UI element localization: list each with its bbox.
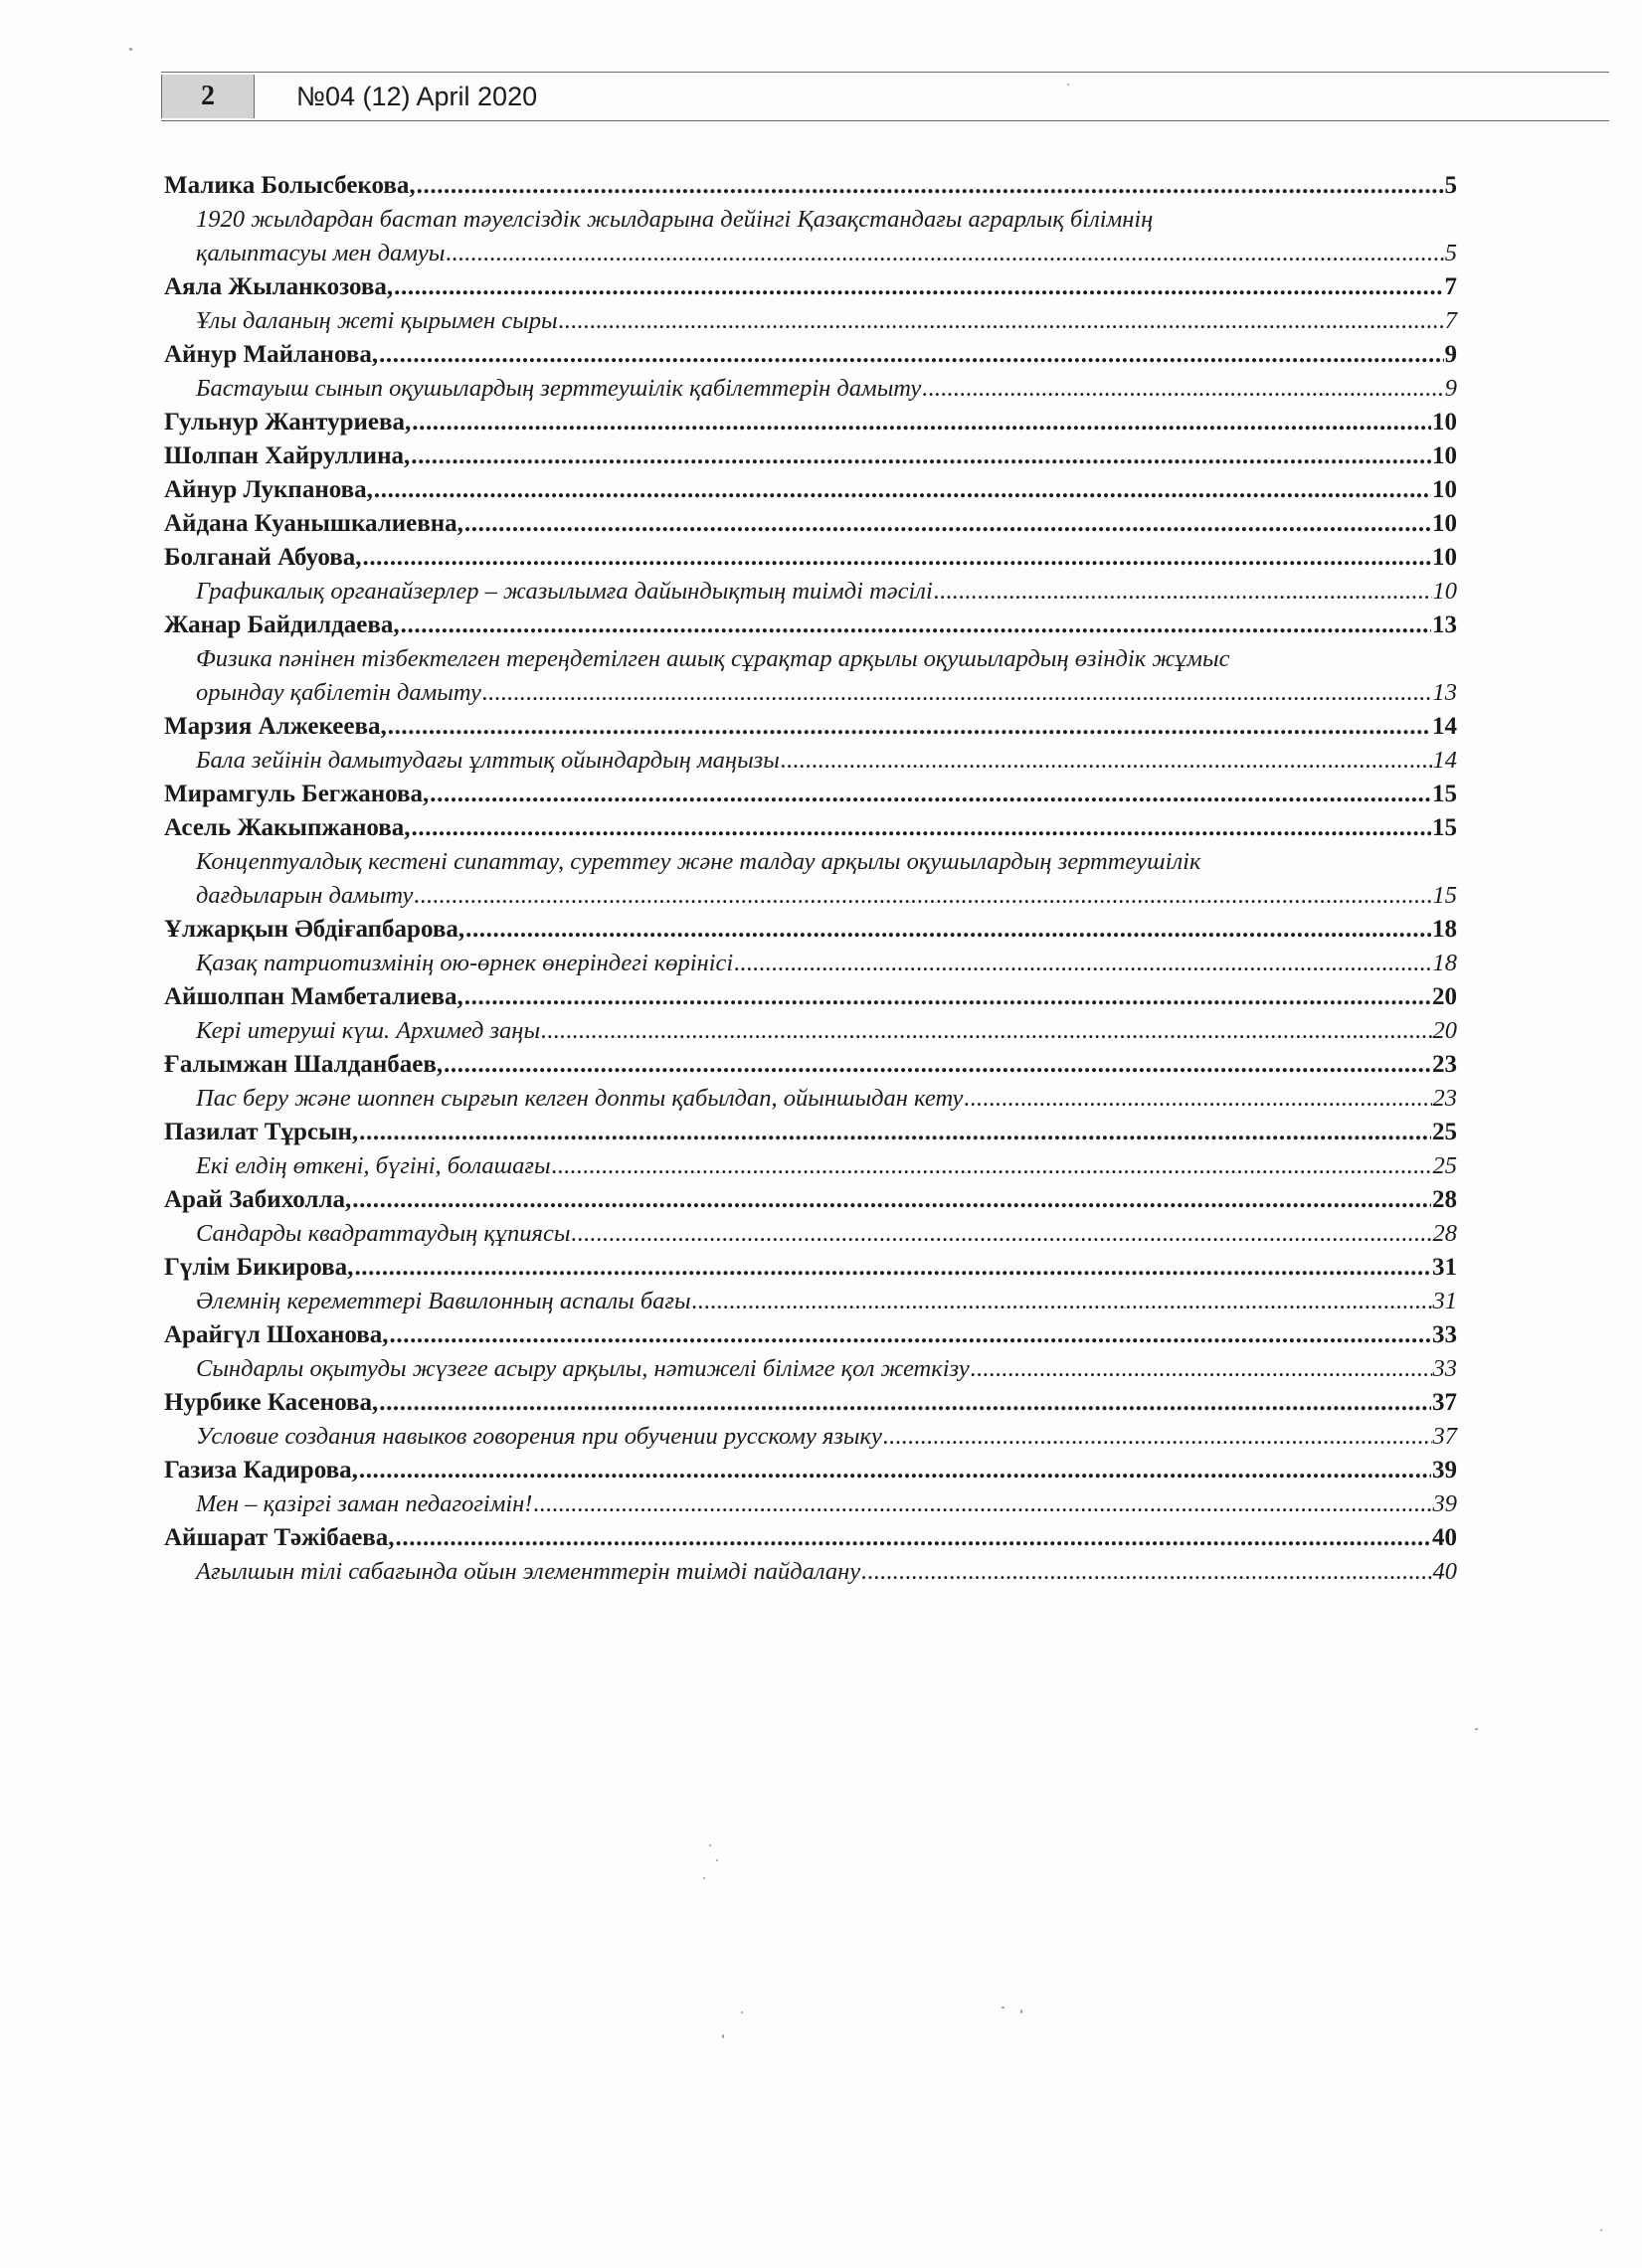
title-page: 39 <box>1432 1490 1457 1517</box>
toc-author-line <box>164 713 1457 747</box>
title-page: 23 <box>1432 1085 1457 1112</box>
article-title: Условие создания навыков говорения при обучении русскому языку <box>196 1423 882 1450</box>
author-name: Айнур Майланова, <box>164 341 379 368</box>
dot-leader <box>396 1524 1431 1552</box>
toc-title-line <box>164 578 1457 611</box>
author-name: Ғалымжан Шалданбаев, <box>164 1051 444 1078</box>
author-name: Гүлім Бикирова, <box>164 1254 354 1281</box>
author-name: Газиза Кадирова, <box>164 1457 358 1483</box>
article-title: Қазақ патриотизмінің ою-өрнек өнеріндегі көрінісі <box>196 950 734 976</box>
author-page: 25 <box>1432 1119 1457 1145</box>
dot-leader <box>401 611 1431 639</box>
author-page: 14 <box>1432 713 1457 740</box>
dot-leader <box>388 713 1431 741</box>
author-name: Ұлжарқын Әбдіғапбарова, <box>164 916 465 943</box>
dot-leader <box>444 1051 1431 1079</box>
toc-title-line <box>164 1558 1457 1592</box>
title-page: 5 <box>1444 240 1457 266</box>
toc-title-line <box>164 1017 1457 1051</box>
author-page: 9 <box>1444 341 1457 368</box>
toc-author-line <box>164 1389 1457 1423</box>
author-name: Арай Забихолла, <box>164 1186 352 1213</box>
toc-author-line <box>164 273 1457 307</box>
dot-leader <box>734 950 1431 977</box>
toc-author-line <box>164 341 1457 375</box>
author-page: 7 <box>1444 273 1457 300</box>
author-page: 18 <box>1432 916 1457 943</box>
dot-leader <box>861 1558 1431 1586</box>
title-page: 7 <box>1444 307 1457 334</box>
article-title: Әлемнің кереметтері Вавилонның аспалы бағы <box>196 1288 691 1314</box>
title-page: 20 <box>1432 1017 1457 1044</box>
title-page: 9 <box>1444 375 1457 402</box>
dot-leader <box>411 442 1431 470</box>
toc-title-line <box>164 307 1457 341</box>
author-page: 10 <box>1432 510 1457 537</box>
author-name: Пазилат Тұрсын, <box>164 1119 359 1145</box>
title-page: 28 <box>1432 1220 1457 1247</box>
author-page: 10 <box>1432 442 1457 469</box>
toc-title-line <box>164 1085 1457 1119</box>
author-name: Айшолпан Мамбеталиева, <box>164 983 463 1010</box>
dot-leader <box>430 781 1431 808</box>
toc-author-line <box>164 510 1457 544</box>
dot-leader <box>390 1321 1431 1349</box>
dot-leader <box>533 1490 1431 1518</box>
toc-title-line <box>164 1355 1457 1389</box>
author-page: 10 <box>1432 409 1457 436</box>
toc-title-line <box>164 747 1457 781</box>
toc-author-line <box>164 1321 1457 1355</box>
author-name: Марзия Алжекеева, <box>164 713 387 740</box>
article-title: Графикалық органайзерлер – жазылымға дайындықтың тиімді тәсілі <box>196 578 933 605</box>
toc-author-line <box>164 442 1457 476</box>
title-page: 15 <box>1432 882 1457 909</box>
article-title: дағдыларын дамыту <box>196 882 414 909</box>
toc-author-line <box>164 1254 1457 1288</box>
article-title: Кері итеруші күш. Архимед заңы <box>196 1017 541 1044</box>
dot-leader <box>964 1085 1431 1113</box>
toc-title-line <box>164 1152 1457 1186</box>
author-page: 31 <box>1432 1254 1457 1281</box>
author-name: Жанар Байдилдаева, <box>164 611 400 638</box>
toc-author-line <box>164 544 1457 578</box>
dot-leader <box>571 1220 1431 1248</box>
toc-author-line <box>164 916 1457 950</box>
toc-title-line <box>164 882 1457 916</box>
author-page: 13 <box>1432 611 1457 638</box>
article-title: Бала зейінін дамытудағы ұлттық ойындардың маңызы <box>196 747 780 774</box>
dot-leader <box>971 1355 1432 1383</box>
toc-title-line: Концептуалдық кестені сипаттау, суреттеу және талдау арқылы оқушылардың зерттеушілік <box>196 848 1201 875</box>
author-page: 39 <box>1432 1457 1457 1483</box>
author-name: Асель Жакыпжанова, <box>164 814 411 841</box>
dot-leader <box>541 1017 1431 1045</box>
toc-title-line <box>164 375 1457 409</box>
article-title: Ұлы даланың жеті қырымен сыры <box>196 307 558 334</box>
dot-leader <box>379 1389 1431 1417</box>
dot-leader <box>559 307 1444 335</box>
article-title: Сандарды квадраттаудың құпиясы <box>196 1220 571 1247</box>
toc-title-line <box>164 679 1457 713</box>
dot-leader <box>552 1152 1432 1180</box>
toc-title-line <box>164 240 1457 273</box>
toc-title-line: 1920 жылдардан бастап тәуелсіздік жылдарына дейінгі Қазақстандағы аграрлық білімнің <box>196 206 1154 233</box>
title-page: 25 <box>1432 1152 1457 1179</box>
toc-author-line <box>164 476 1457 510</box>
dot-leader <box>362 544 1431 572</box>
author-name: Айнур Лукпанова, <box>164 476 373 503</box>
toc-author-line <box>164 409 1457 442</box>
dot-leader <box>412 409 1431 436</box>
author-page: 5 <box>1444 172 1457 199</box>
title-page: 14 <box>1432 747 1457 774</box>
dot-leader <box>379 341 1443 369</box>
title-page: 13 <box>1432 679 1457 706</box>
title-page: 10 <box>1432 578 1457 605</box>
author-name: Мирамгуль Бегжанова, <box>164 781 430 807</box>
article-title: Екі елдің өткені, бүгіні, болашағы <box>196 1152 551 1179</box>
toc-author-line <box>164 781 1457 814</box>
article-title: Сындарлы оқытуды жүзеге асыру арқылы, нәтижелі білімге қол жеткізу <box>196 1355 970 1382</box>
issue-label: №04 (12) April 2020 <box>296 81 538 111</box>
title-page: 18 <box>1432 950 1457 976</box>
article-title: орындау қабілетін дамыту <box>196 679 481 706</box>
dot-leader <box>464 510 1431 538</box>
title-page: 31 <box>1432 1288 1457 1314</box>
article-title: Ағылшын тілі сабағында ойын элементтерін тиімді пайдалану <box>196 1558 861 1585</box>
dot-leader <box>359 1457 1431 1484</box>
dot-leader <box>354 1254 1431 1282</box>
toc-author-line <box>164 1119 1457 1152</box>
toc-title-line <box>164 950 1457 983</box>
toc-title-line <box>164 1423 1457 1457</box>
dot-leader <box>934 578 1432 606</box>
title-page: 37 <box>1432 1423 1457 1450</box>
author-page: 10 <box>1432 544 1457 571</box>
author-name: Аяла Жыланкозова, <box>164 273 394 300</box>
author-page: 15 <box>1432 814 1457 841</box>
toc-author-line <box>164 814 1457 848</box>
dot-leader <box>692 1288 1432 1315</box>
toc-author-line <box>164 1186 1457 1220</box>
toc-author-line <box>164 1457 1457 1490</box>
table-of-contents <box>164 172 1457 1592</box>
dot-leader <box>394 273 1443 301</box>
dot-leader <box>359 1119 1431 1146</box>
author-name: Шолпан Хайруллина, <box>164 442 411 469</box>
author-page: 23 <box>1432 1051 1457 1078</box>
page-number: 2 <box>161 75 255 118</box>
article-title: Бастауыш сынып оқушылардың зерттеушілік қабілеттерін дамыту <box>196 375 922 402</box>
dot-leader <box>414 882 1431 910</box>
dot-leader <box>465 916 1431 944</box>
author-page: 20 <box>1432 983 1457 1010</box>
author-page: 28 <box>1432 1186 1457 1213</box>
author-name: Нурбике Касенова, <box>164 1389 379 1416</box>
toc-author-line <box>164 1524 1457 1558</box>
dot-leader <box>412 814 1431 842</box>
dot-leader <box>374 476 1431 504</box>
dot-leader <box>417 172 1444 200</box>
article-title: қалыптасуы мен дамуы <box>196 240 446 266</box>
dot-leader <box>464 983 1431 1011</box>
article-title: Мен – қазіргі заман педагогімін! <box>196 1490 533 1517</box>
dot-leader <box>781 747 1432 775</box>
dot-leader <box>352 1186 1431 1214</box>
author-page: 40 <box>1432 1524 1457 1551</box>
dot-leader <box>446 240 1443 267</box>
author-name: Болганай Абуова, <box>164 544 362 571</box>
dot-leader <box>482 679 1432 707</box>
author-page: 37 <box>1432 1389 1457 1416</box>
author-name: Арайгүл Шоханова, <box>164 1321 389 1348</box>
author-name: Айшарат Тәжібаева, <box>164 1524 395 1551</box>
author-name: Малика Болысбекова, <box>164 172 416 199</box>
toc-title-line <box>164 1220 1457 1254</box>
author-name: Гульнур Жантуриева, <box>164 409 412 436</box>
author-page: 10 <box>1432 476 1457 503</box>
dot-leader <box>883 1423 1432 1451</box>
author-page: 15 <box>1432 781 1457 807</box>
toc-title-line <box>164 1490 1457 1524</box>
toc-title-line: Физика пәнінен тізбектелген тереңдетілген ашық сұрақтар арқылы оқушылардың өзіндік жұмыс <box>196 645 1230 672</box>
toc-author-line <box>164 172 1457 206</box>
page-header <box>161 72 1609 121</box>
dot-leader <box>922 375 1444 403</box>
toc-author-line <box>164 1051 1457 1085</box>
author-page: 33 <box>1432 1321 1457 1348</box>
toc-title-line <box>164 1288 1457 1321</box>
toc-author-line <box>164 983 1457 1017</box>
title-page: 33 <box>1432 1355 1457 1382</box>
article-title: Пас беру және шоппен сырғып келген допты қабылдап, ойыншыдан кету <box>196 1085 964 1112</box>
title-page: 40 <box>1432 1558 1457 1585</box>
author-name: Айдана Куанышкалиевна, <box>164 510 463 537</box>
toc-author-line <box>164 611 1457 645</box>
